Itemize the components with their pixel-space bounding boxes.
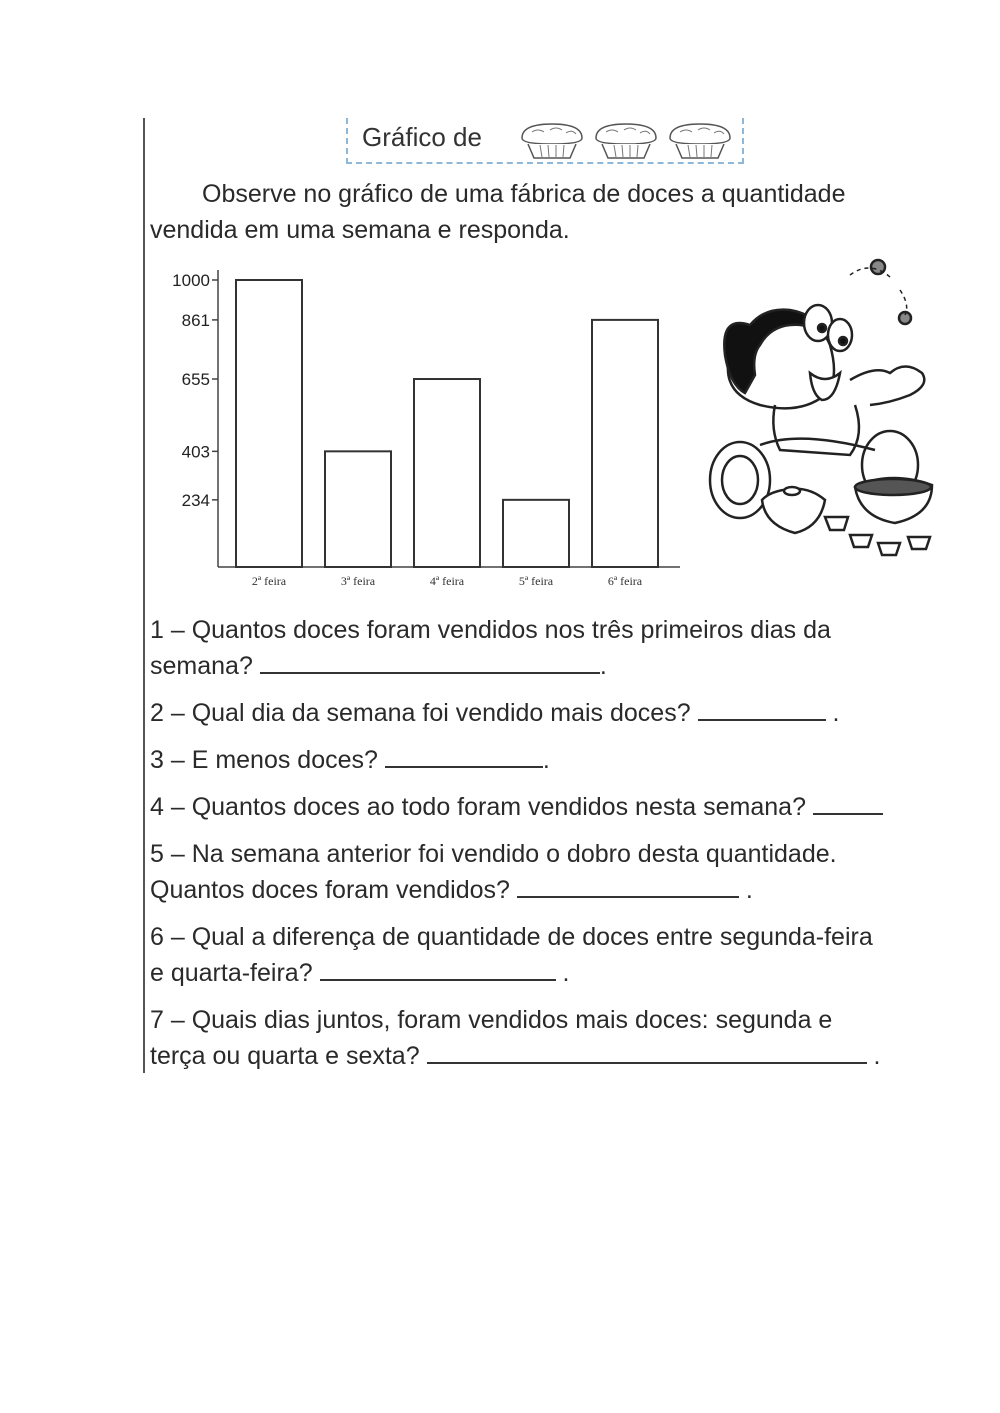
question-3: 3 – E menos doces? . (150, 746, 550, 774)
answer-blank-6[interactable] (320, 957, 556, 981)
question-6: 6 – Qual a diferença de quantidade de doces entre segunda-feira e quarta-feira? . (150, 923, 873, 987)
intro-paragraph (150, 176, 930, 248)
bar-chart (150, 262, 690, 597)
y-tick-label: 234 (181, 490, 210, 510)
x-category-label: 6ª feira (607, 574, 643, 588)
y-tick-label: 1000 (172, 271, 210, 290)
intro-line-2: vendida em uma semana e responda. (150, 216, 570, 244)
bar-2 (325, 451, 391, 567)
question-7: 7 – Quais dias juntos, foram vendidos mais doces: segunda e terça ou quarta e sexta? . (150, 1006, 881, 1070)
questions-list (150, 612, 950, 1085)
cupcake-icon (522, 124, 582, 158)
child-juggling-candies-illustration (700, 255, 940, 565)
x-category-label: 2ª feira (251, 574, 287, 588)
question-2: 2 – Qual dia da semana foi vendido mais doces? . (150, 699, 840, 727)
page-title: Gráfico de (362, 122, 482, 152)
cupcakes-decoration (516, 118, 736, 162)
x-category-label: 5ª feira (518, 574, 554, 588)
answer-blank-4[interactable] (813, 791, 883, 815)
y-tick-label: 403 (181, 442, 210, 462)
page-left-border (143, 118, 145, 1073)
title-box (346, 118, 744, 164)
bar-4 (503, 500, 569, 567)
question-5: 5 – Na semana anterior foi vendido o dobro desta quantidade. Quantos doces foram vendidos? . (150, 840, 837, 904)
cupcake-icon (596, 124, 656, 158)
x-category-label: 4ª feira (429, 574, 465, 588)
question-4: 4 – Quantos doces ao todo foram vendidos nesta semana? (150, 789, 950, 825)
y-tick-label: 655 (181, 370, 210, 390)
question-1: 1 – Quantos doces foram vendidos nos três primeiros dias da semana? . (150, 616, 831, 680)
answer-blank-3[interactable] (385, 744, 543, 768)
answer-blank-2[interactable] (698, 697, 826, 721)
bar-3 (414, 379, 480, 567)
y-tick-label: 861 (181, 310, 210, 330)
answer-blank-5[interactable] (517, 874, 739, 898)
answer-blank-7[interactable] (427, 1040, 867, 1064)
intro-line-1: Observe no gráfico de uma fábrica de doces a quantidade (202, 180, 846, 208)
bar-1 (236, 280, 302, 567)
answer-blank-1[interactable] (260, 650, 600, 674)
bar-5 (592, 320, 658, 567)
x-category-label: 3ª feira (340, 574, 376, 588)
cupcake-icon (670, 124, 730, 158)
